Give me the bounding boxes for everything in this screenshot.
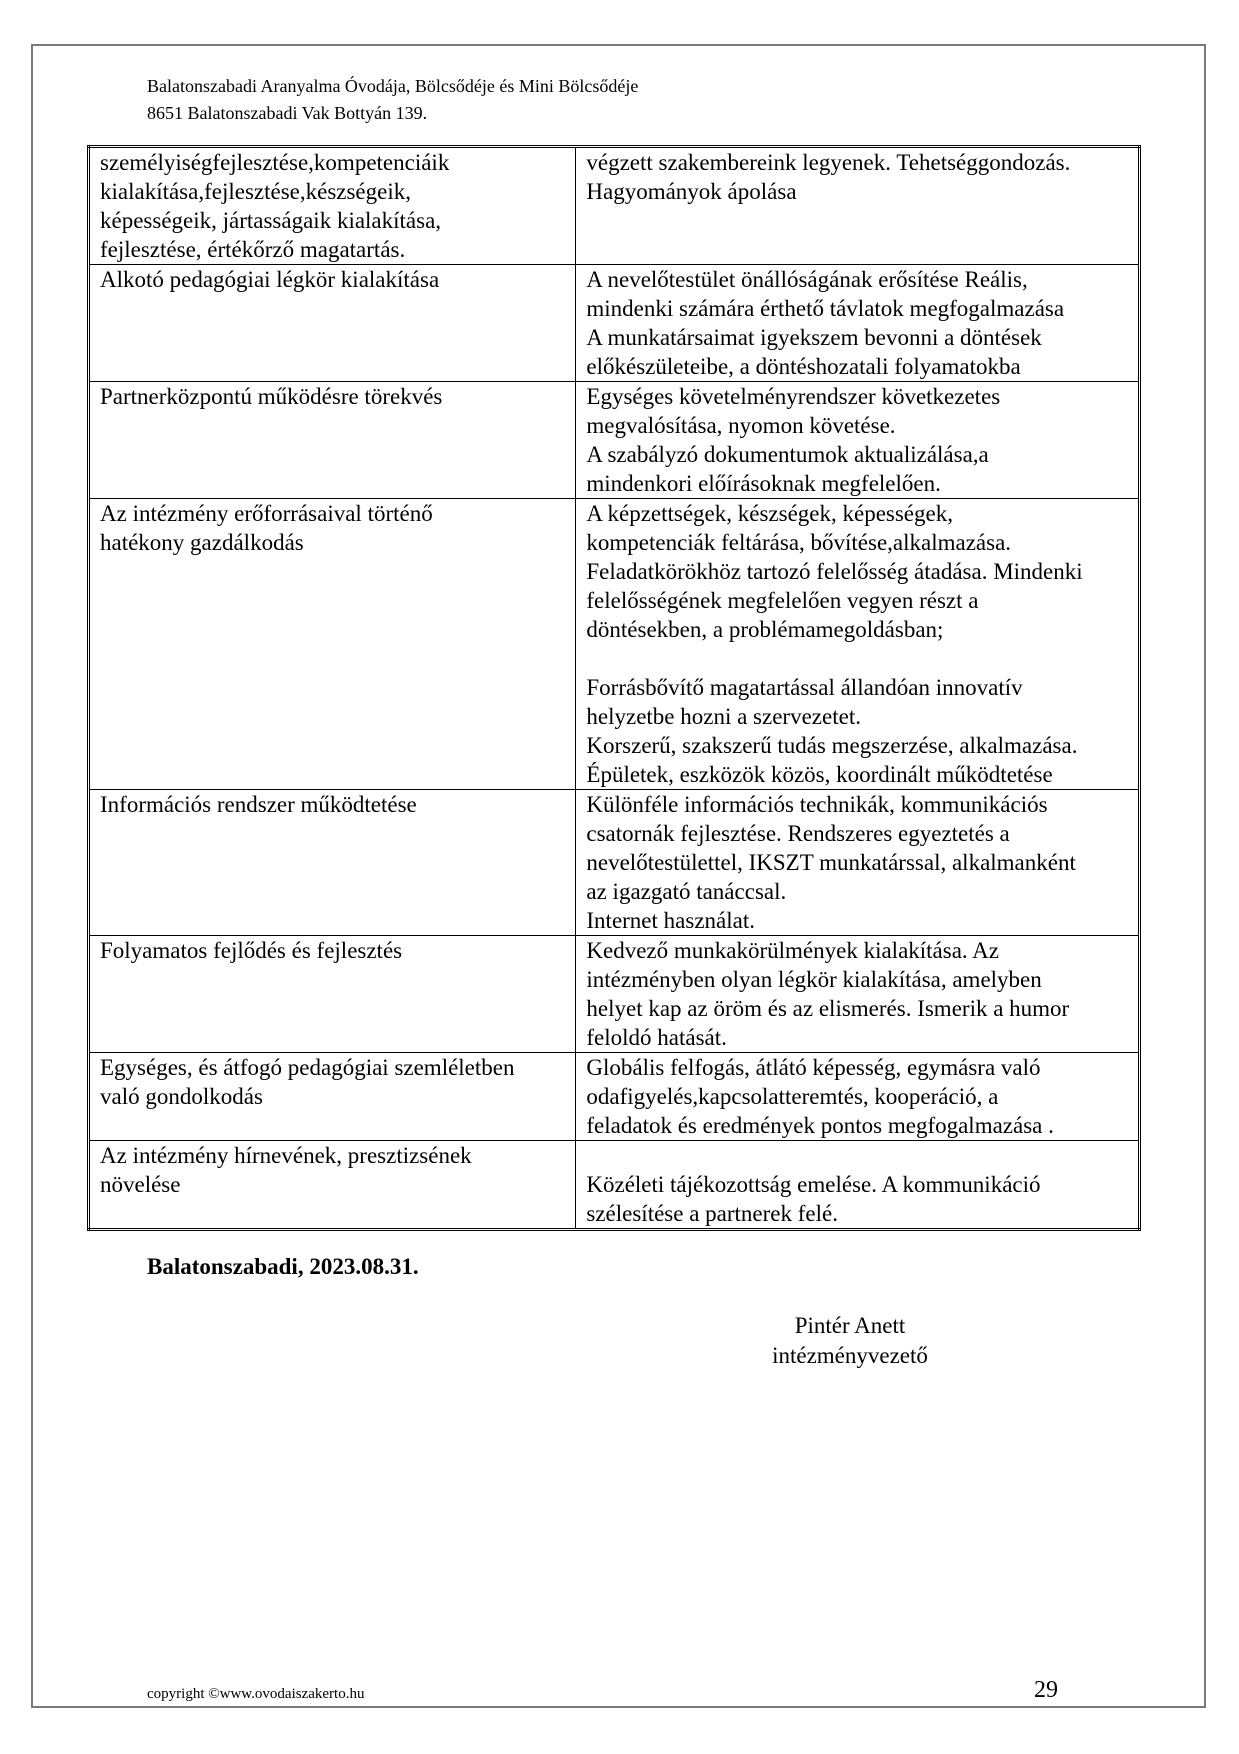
goal-cell: Egységes, és átfogó pedagógiai szemléletben való gondolkodás	[89, 1053, 576, 1141]
page-number: 29	[1034, 1677, 1058, 1703]
task-cell: Különféle információs technikák, kommunikációs csatornák fejlesztése. Rendszeres egyeztetés a nevelőtestülettel, IKSZT munkatárssal, alkalmanként az igazgató tanáccsal. Internet használat.	[576, 790, 1140, 936]
table-row	[89, 936, 1140, 1053]
goal-cell: Folyamatos fejlődés és fejlesztés	[89, 936, 576, 1053]
goal-cell: Az intézmény erőforrásaival történő hatékony gazdálkodás	[89, 499, 576, 790]
goal-cell: Az intézmény hírnevének, presztizsének növelése	[89, 1141, 576, 1230]
footer-copyright: copyright ©www.ovodaiszakerto.hu	[147, 1686, 365, 1702]
signature-block	[700, 1311, 1000, 1371]
goal-cell: Alkotó pedagógiai légkör kialakítása	[89, 265, 576, 382]
task-cell: A nevelőtestület önállóságának erősítése Reális, mindenki számára érthető távlatok megfogalmazása A munkatársaimat igyekszem bevonni a döntések előkészületeibe, a döntéshozatali folyamatokba	[576, 265, 1140, 382]
table-row	[89, 790, 1140, 936]
table-row	[89, 382, 1140, 499]
task-cell: Egységes követelményrendszer következetes megvalósítása, nyomon követése. A szabályzó dokumentumok aktualizálása,a mindenkori előírásoknak megfelelően.	[576, 382, 1140, 499]
table-row	[89, 499, 1140, 790]
document-header	[147, 73, 638, 127]
goal-cell: Információs rendszer működtetése	[89, 790, 576, 936]
table-row	[89, 1053, 1140, 1141]
goals-table	[87, 145, 1141, 1231]
task-cell: Kedvező munkakörülmények kialakítása. Az intézményben olyan légkör kialakítása, amelyben helyet kap az öröm és az elismerés. Ismerik a humor feloldó hatását.	[576, 936, 1140, 1053]
task-cell: végzett szakembereink legyenek. Tehetséggondozás. Hagyományok ápolása	[576, 147, 1140, 265]
task-cell: Közéleti tájékozottság emelése. A kommunikáció szélesítése a partnerek felé.	[576, 1141, 1140, 1230]
signatory-title: intézményvezető	[772, 1343, 928, 1368]
table-row	[89, 265, 1140, 382]
table-row	[89, 147, 1140, 265]
task-cell: Globális felfogás, átlátó képesség, egymásra való odafigyelés,kapcsolatteremtés, kooperáció, a feladatok és eredmények pontos megfogalmazása .	[576, 1053, 1140, 1141]
place-and-date: Balatonszabadi, 2023.08.31.	[147, 1254, 419, 1279]
institution-address: 8651 Balatonszabadi Vak Bottyán 139.	[147, 103, 428, 123]
table-row	[89, 1141, 1140, 1230]
task-cell: A képzettségek, készségek, képességek, kompetenciák feltárása, bővítése,alkalmazása. Feladatkörökhöz tartozó felelősség átadása. Mindenki felelősségének megfelelően vegyen részt a döntésekben, a problémamegoldásban; Forrásbővítő magatartással állandóan innovatív helyzetbe hozni a szervezetet. Korszerű, szakszerű tudás megszerzése, alkalmazása. Épületek, eszközök közös, koordinált működtetése	[576, 499, 1140, 790]
institution-name: Balatonszabadi Aranyalma Óvodája, Bölcsődéje és Mini Bölcsődéje	[147, 76, 639, 96]
signatory-name: Pintér Anett	[794, 1313, 906, 1338]
goal-cell: Partnerközpontú működésre törekvés	[89, 382, 576, 499]
goal-cell: személyiségfejlesztése,kompetenciáik kialakítása,fejlesztése,készségeik, képességeik, jártasságaik kialakítása, fejlesztése, értékőrző magatartás.	[89, 147, 576, 265]
